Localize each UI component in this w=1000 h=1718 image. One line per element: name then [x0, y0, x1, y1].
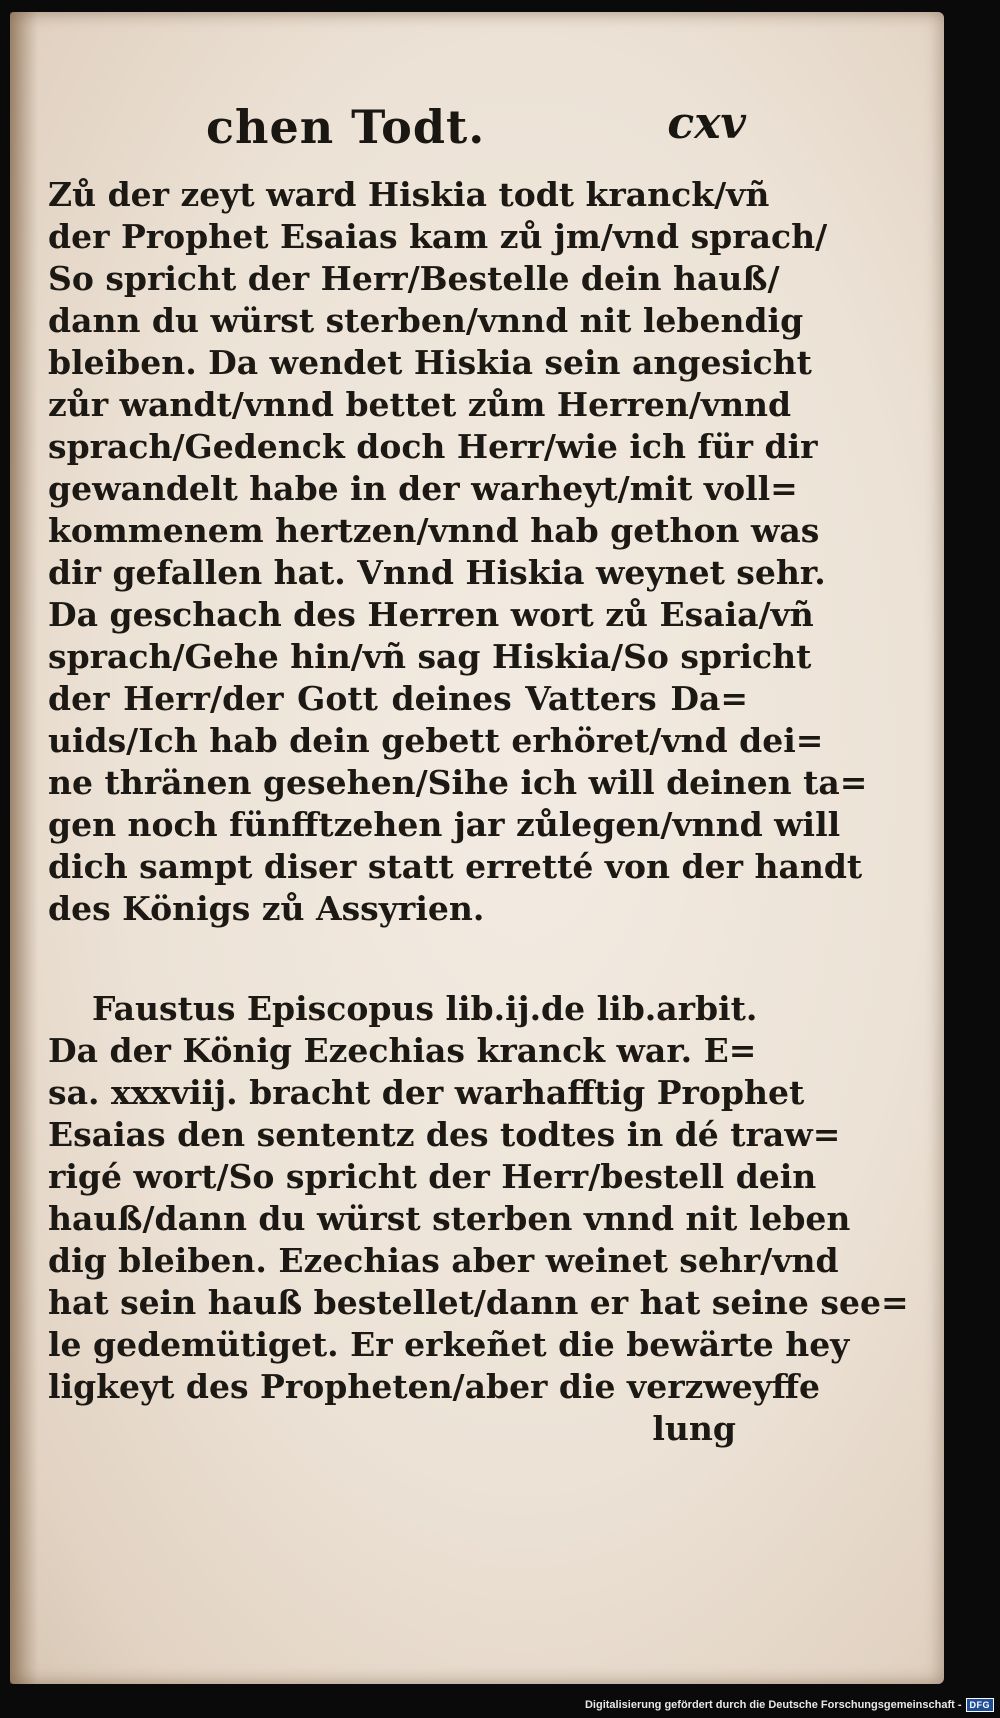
- text-line: hauß/dann du würst sterben vnnd nit leben: [48, 1199, 851, 1238]
- text-line: sprach/Gehe hin/vñ sag Hiskia/So spricht: [48, 637, 812, 676]
- funding-credit: Digitalisierung gefördert durch die Deutsche Forschungsgemeinschaft -: [584, 1699, 962, 1711]
- text-line: dig bleiben. Ezechias aber weinet sehr/vnd: [48, 1241, 839, 1280]
- text-line: dich sampt diser statt erretté von der handt: [48, 847, 863, 886]
- text-line: gewandelt habe in der warheyt/mit voll=: [48, 469, 798, 508]
- text-line: Da geschach des Herren wort zů Esaia/vñ: [48, 595, 814, 634]
- text-line: le gedemütiget. Er erkeñet die bewärte hey: [48, 1325, 850, 1364]
- text-line: der Herr/der Gott deines Vatters Da=: [48, 679, 748, 718]
- book-page: [10, 12, 944, 1684]
- digitization-footer: [585, 1696, 994, 1714]
- text-line: sa. xxxviij. bracht der warhafftig Prophet: [48, 1073, 805, 1112]
- source-heading: Faustus Episcopus lib.ij.de lib.arbit.: [92, 989, 758, 1028]
- page-header: [206, 94, 746, 164]
- text-line: ne thränen gesehen/Sihe ich will deinen ta=: [48, 763, 868, 802]
- folio-number: cxv: [667, 98, 746, 149]
- text-line: rigé wort/So spricht der Herr/bestell dein: [48, 1157, 817, 1196]
- text-line: bleiben. Da wendet Hiskia sein angesicht: [48, 343, 812, 382]
- text-line: zůr wandt/vnnd bettet zům Herren/vnnd: [48, 385, 792, 424]
- text-line: der Prophet Esaias kam zů jm/vnd sprach/: [48, 217, 828, 256]
- text-line: Esaias den sententz des todtes in dé traw=: [48, 1115, 841, 1154]
- text-line: sprach/Gedenck doch Herr/wie ich für dir: [48, 427, 818, 466]
- text-line: dann du würst sterben/vnnd nit lebendig: [48, 301, 804, 340]
- paragraph-1: [48, 174, 868, 930]
- text-line: kommenem hertzen/vnnd hab gethon was: [48, 511, 820, 550]
- text-line: des Königs zů Assyrien.: [48, 889, 485, 928]
- text-line: gen noch fünfftzehen jar zůlegen/vnnd will: [48, 805, 841, 844]
- dfg-logo-icon: DFG: [966, 1698, 995, 1712]
- paragraph-2: [48, 988, 909, 1450]
- text-line: So spricht der Herr/Bestelle dein hauß/: [48, 259, 780, 298]
- text-line: dir gefallen hat. Vnnd Hiskia weynet sehr.: [48, 553, 826, 592]
- text-line: hat sein hauß bestellet/dann er hat seine see=: [48, 1283, 909, 1322]
- text-line: ligkeyt des Propheten/aber die verzweyffe: [48, 1367, 820, 1406]
- text-line: uids/Ich hab dein gebett erhöret/vnd dei=: [48, 721, 824, 760]
- text-line: Zů der zeyt ward Hiskia todt kranck/vñ: [48, 175, 770, 214]
- running-title: chen Todt.: [206, 100, 486, 154]
- catchword: lung: [652, 1409, 736, 1448]
- text-line: Da der König Ezechias kranck war. E=: [48, 1031, 757, 1070]
